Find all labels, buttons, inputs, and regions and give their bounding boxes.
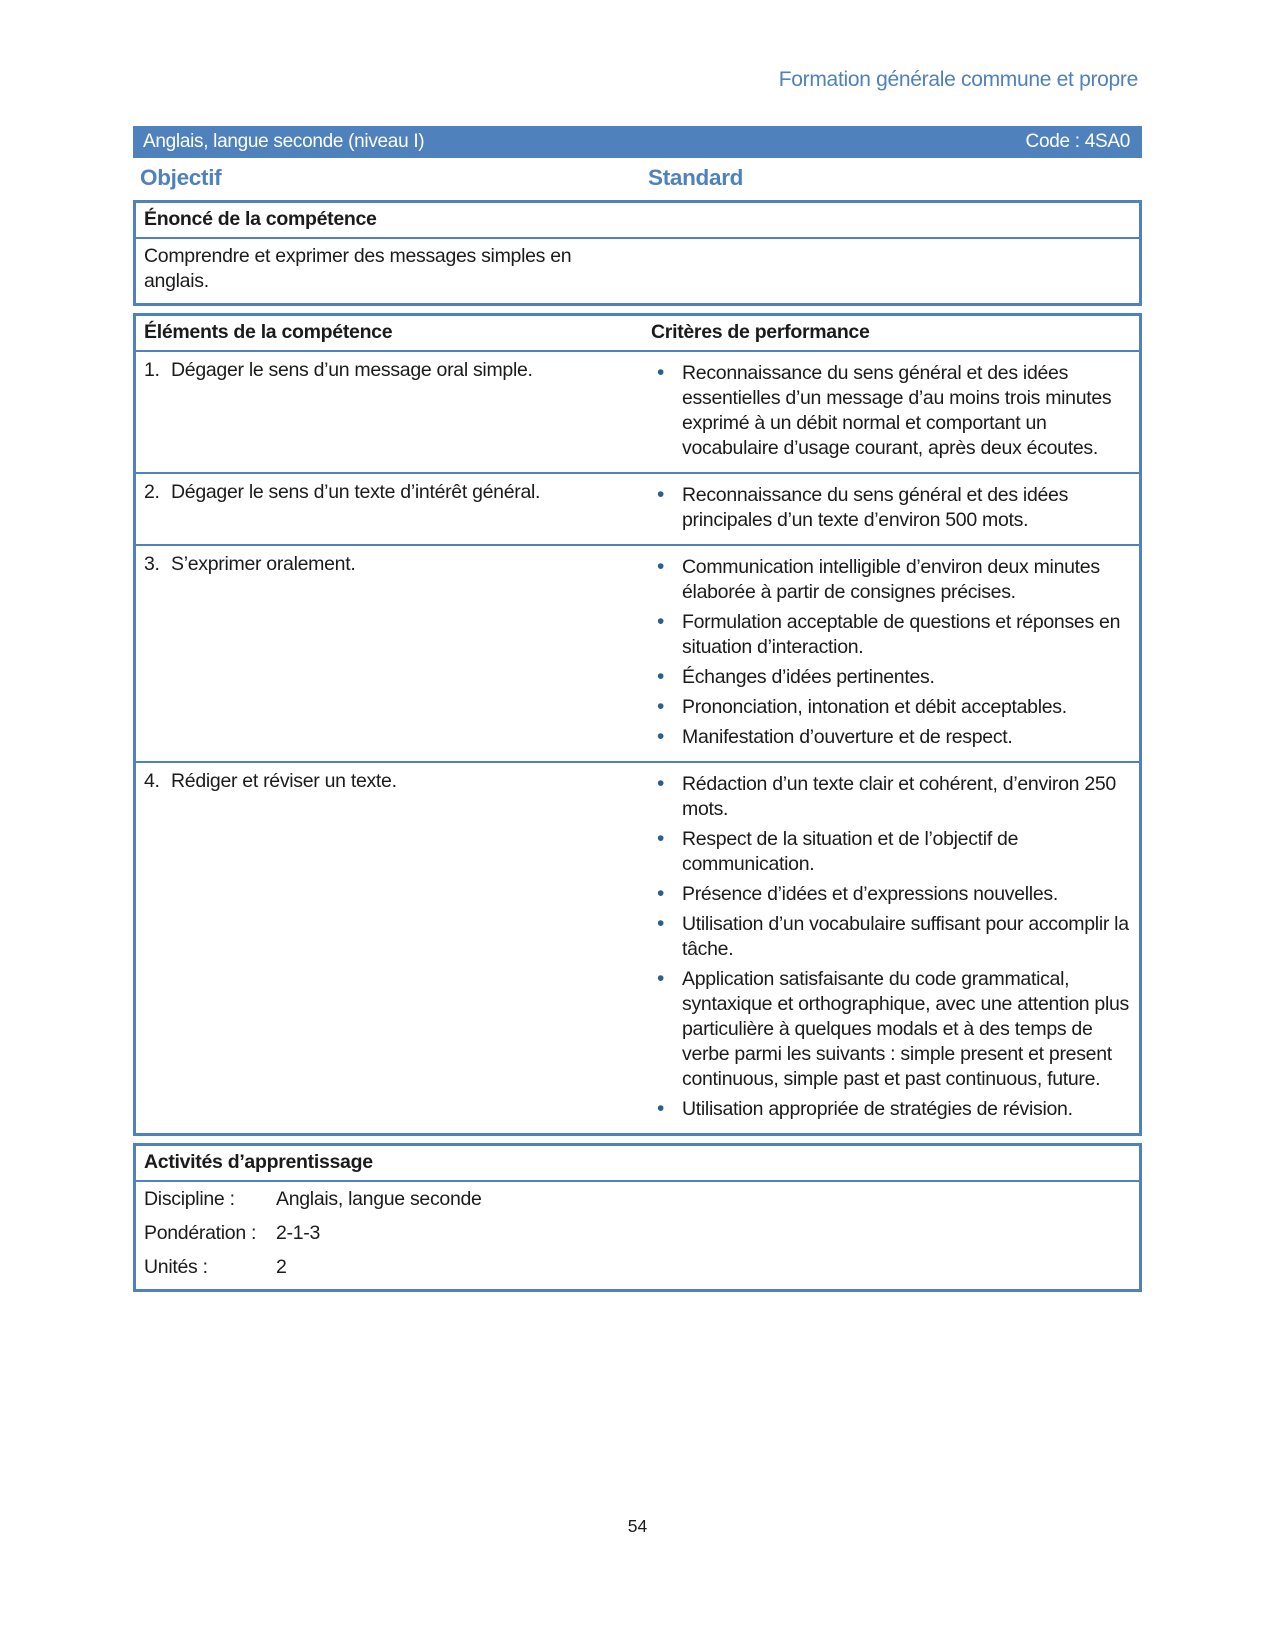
page-number: 54 <box>627 1516 648 1536</box>
criteria-list <box>651 555 1129 750</box>
criterion: • Reconnaissance du sens général et des idées essentielles d’un message d’au moins trois minutes exprimé à un débit normal et comportant un vocabulaire d’usage courant, après deux écoutes. <box>651 361 1129 461</box>
objectif-heading: Objectif <box>140 165 222 190</box>
element-text: S’exprimer oralement. <box>171 553 356 575</box>
course-title: Anglais, langue seconde (niveau I) <box>143 131 425 152</box>
elements-header: Éléments de la compétence <box>144 321 393 343</box>
criterion: • Application satisfaisante du code grammatical, syntaxique et orthographique, avec une attention plus particulière à quelques modals et à des temps de verbe parmi les suivants : simple present et present continuous, simple past et past continuous, future. <box>651 967 1129 1092</box>
element-number: 1. <box>144 359 160 381</box>
activites-row <box>136 1250 1139 1289</box>
criterion: • Formulation acceptable de questions et réponses en situation d’interaction. <box>651 610 1129 660</box>
criteria-cell <box>651 546 1139 761</box>
enonce-table <box>133 200 1142 306</box>
activites-value: 2 <box>276 1256 287 1278</box>
criterion: • Présence d’idées et d’expressions nouvelles. <box>651 882 1129 907</box>
element-cell <box>136 546 651 761</box>
table-row <box>136 544 1139 761</box>
element-text: Dégager le sens d’un message oral simple. <box>171 359 533 381</box>
element-number: 4. <box>144 770 160 792</box>
activites-row <box>136 1182 1139 1216</box>
criteria-cell <box>651 763 1139 1133</box>
enonce-header: Énoncé de la compétence <box>136 203 1139 239</box>
activites-row <box>136 1216 1139 1250</box>
criterion: • Utilisation appropriée de stratégies de révision. <box>651 1097 1129 1122</box>
element-cell <box>136 763 651 1133</box>
element-cell <box>136 474 651 544</box>
document-section-title: Formation générale commune et propre <box>778 68 1138 91</box>
objectif-standard-row <box>133 163 1142 193</box>
competence-header-row <box>136 316 1139 352</box>
activites-table <box>133 1143 1142 1292</box>
criteria-list <box>651 772 1129 1122</box>
criterion: • Respect de la situation et de l’objectif de communication. <box>651 827 1129 877</box>
course-code: Code : 4SA0 <box>1025 131 1130 152</box>
criterion: • Reconnaissance du sens général et des idées principales d’un texte d’environ 500 mots. <box>651 483 1129 533</box>
activites-label: Discipline : <box>144 1188 235 1210</box>
table-row <box>136 472 1139 544</box>
enonce-body: Comprendre et exprimer des messages simples en anglais. <box>144 245 572 292</box>
element-cell <box>136 352 651 472</box>
activites-value: Anglais, langue seconde <box>276 1188 482 1210</box>
criteria-list <box>651 361 1129 461</box>
criterion: • Communication intelligible d’environ deux minutes élaborée à partir de consignes précises. <box>651 555 1129 605</box>
criteria-list <box>651 483 1129 533</box>
activites-label: Unités : <box>144 1256 208 1278</box>
criteria-cell <box>651 352 1139 472</box>
element-text: Dégager le sens d’un texte d’intérêt général. <box>171 481 541 503</box>
element-number: 2. <box>144 481 160 503</box>
standard-heading: Standard <box>648 165 744 190</box>
page-content <box>133 0 1142 1299</box>
criterion: • Prononciation, intonation et débit acceptables. <box>651 695 1129 720</box>
activites-label: Pondération : <box>144 1222 257 1244</box>
activites-header: Activités d’apprentissage <box>136 1146 1139 1182</box>
element-number: 3. <box>144 553 160 575</box>
criterion: • Utilisation d’un vocabulaire suffisant pour accomplir la tâche. <box>651 912 1129 962</box>
criterion: • Échanges d’idées pertinentes. <box>651 665 1129 690</box>
criteria-cell <box>651 474 1139 544</box>
table-row <box>136 761 1139 1133</box>
criterion: • Rédaction d’un texte clair et cohérent, d’environ 250 mots. <box>651 772 1129 822</box>
criteres-header: Critères de performance <box>651 321 870 343</box>
table-row <box>136 352 1139 472</box>
course-banner <box>133 126 1142 158</box>
activites-value: 2-1-3 <box>276 1222 321 1244</box>
competence-table <box>133 313 1142 1136</box>
element-text: Rédiger et réviser un texte. <box>171 770 397 792</box>
criterion: • Manifestation d’ouverture et de respect. <box>651 725 1129 750</box>
